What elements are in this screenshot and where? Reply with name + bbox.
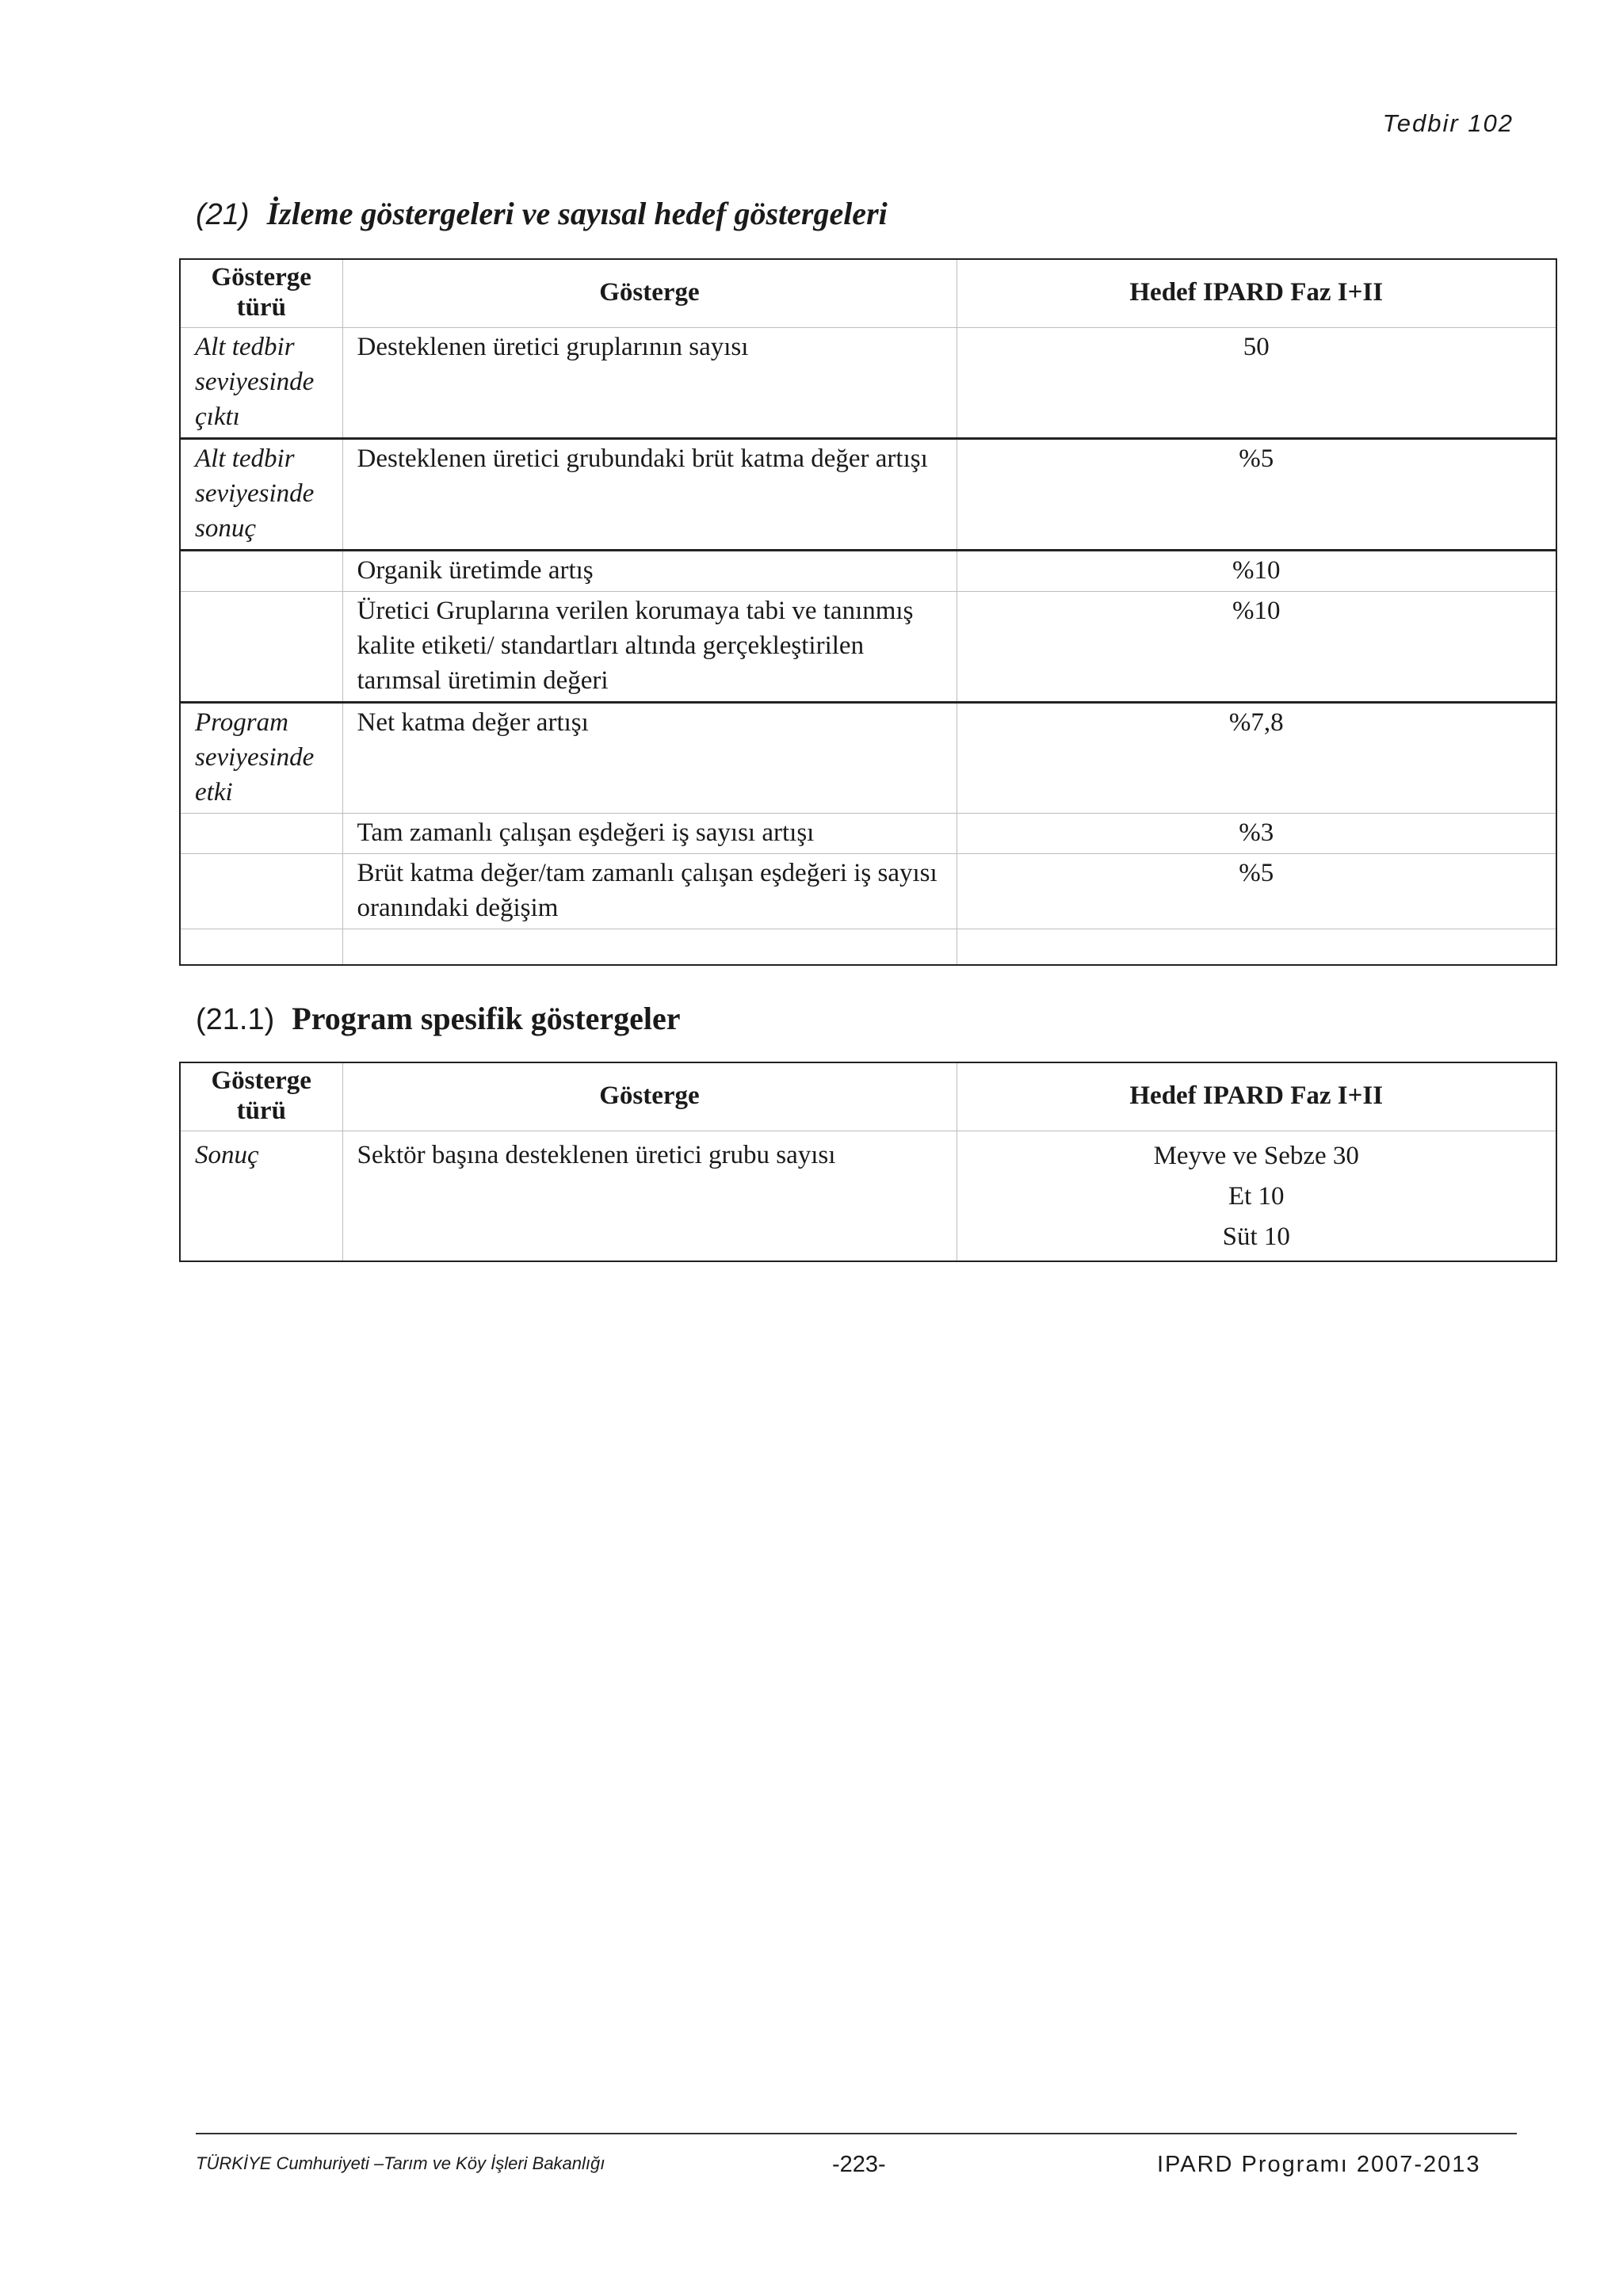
monitoring-indicators-table — [179, 258, 1557, 966]
target-value: %10 — [957, 550, 1556, 591]
program-specific-indicators-table — [179, 1062, 1557, 1262]
target-value: %10 — [957, 591, 1556, 702]
indicator-type — [180, 929, 342, 965]
table-row — [180, 702, 1556, 813]
table-row — [180, 591, 1556, 702]
footer-page-number: -223- — [832, 2152, 886, 2177]
indicator-type — [180, 591, 342, 702]
table-row — [180, 438, 1556, 550]
indicator-text: Organik üretimde artış — [342, 550, 957, 591]
table-row — [180, 813, 1556, 853]
target-value: %7,8 — [957, 702, 1556, 813]
measure-label: Tedbir 102 — [1382, 109, 1514, 137]
column-header-indicator: Gösterge — [342, 1062, 957, 1131]
indicator-text: Üretici Gruplarına verilen korumaya tabi ve tanınmış kalite etiketi/ standartları altında gerçekleştirilen tarımsal üretimin değeri — [342, 591, 957, 702]
column-header-target: Hedef IPARD Faz I+II — [957, 259, 1556, 327]
column-header-type: Gösterge türü — [180, 259, 342, 327]
target-value: %5 — [957, 853, 1556, 929]
indicator-text: Desteklenen üretici grubundaki brüt katma değer artışı — [342, 438, 957, 550]
section-21-1-title — [196, 1000, 681, 1037]
section-21-number: (21) — [196, 198, 250, 231]
table-row — [180, 1131, 1556, 1261]
target-value: 50 — [957, 327, 1556, 438]
table-row — [180, 550, 1556, 591]
section-21-heading: İzleme göstergeleri ve sayısal hedef göstergeleri — [266, 196, 888, 231]
table-header-row — [180, 1062, 1556, 1131]
section-21-1-number: (21.1) — [196, 1003, 275, 1036]
target-value: %3 — [957, 813, 1556, 853]
indicator-type: Alt tedbir seviyesinde çıktı — [180, 327, 342, 438]
target-value: %5 — [957, 438, 1556, 550]
target-value: Et 10 — [1228, 1181, 1285, 1211]
indicator-type: Sonuç — [180, 1131, 342, 1261]
indicator-text: Sektör başına desteklenen üretici grubu sayısı — [342, 1131, 957, 1261]
table-row — [180, 327, 1556, 438]
column-header-target: Hedef IPARD Faz I+II — [957, 1062, 1556, 1131]
indicator-text — [342, 929, 957, 965]
indicator-type: Alt tedbir seviyesinde sonuç — [180, 438, 342, 550]
indicator-text: Net katma değer artışı — [342, 702, 957, 813]
table-row-empty — [180, 929, 1556, 965]
indicator-text: Tam zamanlı çalışan eşdeğeri iş sayısı artışı — [342, 813, 957, 853]
indicator-type — [180, 853, 342, 929]
table-row — [180, 853, 1556, 929]
indicator-type: Program seviyesinde etki — [180, 702, 342, 813]
footer-program-name: IPARD Programı 2007-2013 — [1157, 2152, 1481, 2177]
section-21-title — [196, 195, 888, 232]
table-header-row — [180, 259, 1556, 327]
column-header-indicator: Gösterge — [342, 259, 957, 327]
indicator-type — [180, 813, 342, 853]
footer-ministry: TÜRKİYE Cumhuriyeti –Tarım ve Köy İşleri Bakanlığı — [196, 2153, 605, 2173]
target-values — [957, 1131, 1556, 1261]
footer-divider — [196, 2133, 1517, 2134]
target-value — [957, 929, 1556, 965]
indicator-text: Desteklenen üretici gruplarının sayısı — [342, 327, 957, 438]
indicator-text: Brüt katma değer/tam zamanlı çalışan eşdeğeri iş sayısı oranındaki değişim — [342, 853, 957, 929]
column-header-type: Gösterge türü — [180, 1062, 342, 1131]
indicator-type — [180, 550, 342, 591]
target-value: Meyve ve Sebze 30 — [1153, 1141, 1359, 1170]
section-21-1-heading: Program spesifik göstergeler — [292, 1001, 681, 1036]
target-value: Süt 10 — [1222, 1222, 1290, 1251]
